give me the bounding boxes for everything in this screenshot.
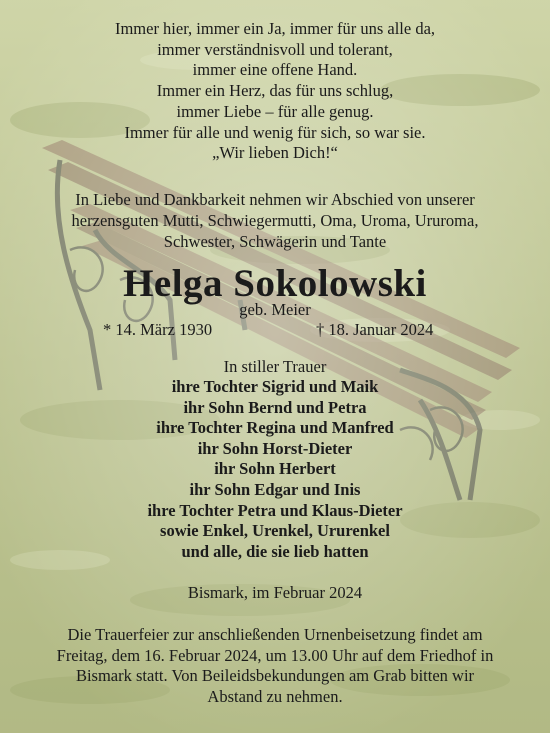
place-and-date: Bismark, im Februar 2024: [187, 583, 363, 602]
mourner-line: ihr Sohn Bernd und Petra: [183, 397, 367, 417]
poem-line: immer verständnisvoll und tolerant,: [157, 39, 393, 59]
life-dates: [0, 320, 550, 342]
intro-line: In Liebe und Dankbarkeit nehmen wir Abschied von unserer: [75, 190, 475, 209]
mourner-line: sowie Enkel, Urenkel, Ururenkel: [160, 521, 390, 541]
poem-line: immer eine offene Hand.: [192, 60, 358, 80]
mourner-line: und alle, die sie lieb hatten: [181, 541, 369, 561]
notice-line: Abstand zu nehmen.: [207, 686, 343, 706]
funeral-notice: [0, 625, 550, 707]
mourner-line: ihr Sohn Horst-Dieter: [197, 438, 353, 458]
poem-line: immer Liebe – für alle genug.: [176, 101, 374, 121]
mourner-line: ihre Tochter Sigrid und Maik: [171, 377, 379, 396]
poem-line: Immer ein Herz, das für uns schlug,: [156, 81, 394, 101]
birth-date: * 14. März 1930: [103, 320, 213, 339]
poem-line: „Wir lieben Dich!“: [212, 143, 338, 163]
farewell-intro: [0, 189, 550, 252]
deceased-name: Helga Sokolowski: [123, 262, 427, 305]
mourner-line: ihr Sohn Herbert: [214, 459, 336, 479]
mourner-line: ihre Tochter Regina und Manfred: [156, 418, 394, 438]
birth-name: geb. Meier: [239, 300, 311, 319]
intro-line: Schwester, Schwägerin und Tante: [163, 232, 387, 251]
poem-line: Immer hier, immer ein Ja, immer für uns alle da,: [114, 19, 436, 38]
mourner-line: ihr Sohn Edgar und Inis: [189, 479, 361, 499]
poem: [0, 19, 550, 164]
poem-line: Immer für alle und wenig für sich, so war sie.: [124, 122, 426, 142]
mourner-line: ihre Tochter Petra und Klaus-Dieter: [147, 500, 403, 520]
notice-line: Die Trauerfeier zur anschließenden Urnenbeisetzung findet am: [67, 625, 483, 644]
notice-line: Bismark statt. Von Beileidsbekundungen am Grab bitten wir: [75, 666, 475, 686]
notice-line: Freitag, dem 16. Februar 2024, um 13.00 Uhr auf dem Friedhof in: [56, 645, 494, 665]
death-date: † 18. Januar 2024: [316, 320, 434, 339]
intro-line: herzensguten Mutti, Schwiegermutti, Oma, Uroma, Ururoma,: [71, 211, 479, 230]
mourners-list: [0, 377, 550, 562]
mourning-intro: In stiller Trauer: [223, 357, 327, 376]
